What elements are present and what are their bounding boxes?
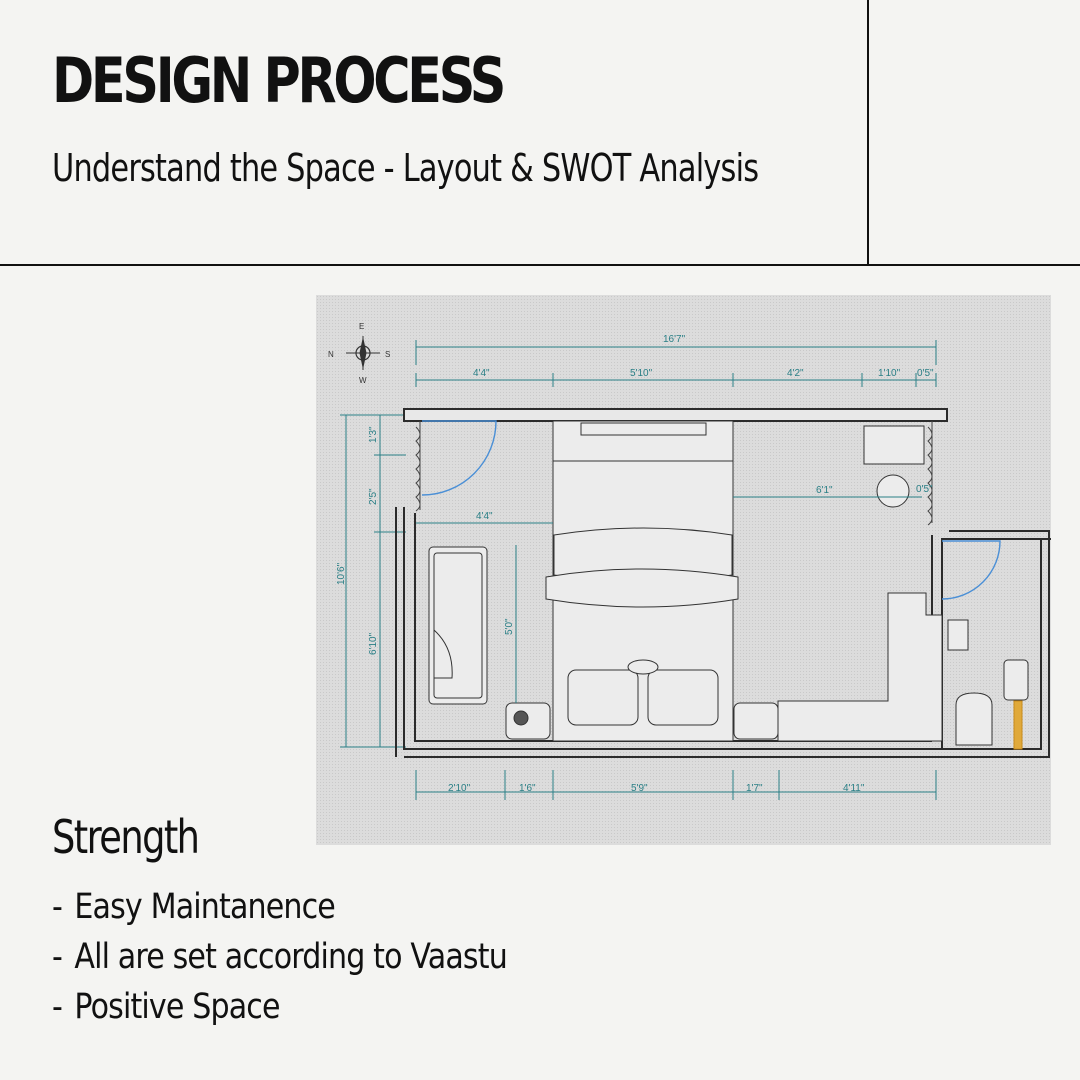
floor-plan: [316, 295, 1051, 845]
bullet-dash: -: [52, 887, 63, 927]
dim-bottom-1: 2'10": [448, 783, 471, 794]
dim-left-3: 6'10": [368, 632, 379, 655]
dim-top-2: 5'10": [630, 368, 653, 379]
dim-sofa-height: 5'0": [504, 618, 515, 635]
compass-icon: [328, 322, 390, 385]
sofa: [429, 547, 487, 704]
top-dimensions: [416, 334, 936, 387]
wardrobe: [778, 426, 942, 741]
dim-small-gap: 0'5": [916, 484, 933, 495]
dim-left-2: 2'5": [368, 488, 379, 505]
dim-bottom-5: 4'11": [843, 783, 865, 794]
header-divider: [0, 264, 1080, 266]
header-vertical-divider: [867, 0, 869, 265]
dim-bottom-4: 1'7": [746, 783, 763, 794]
bathroom-fixtures: [948, 620, 1028, 749]
bottom-dimensions: [416, 770, 936, 800]
dim-top-4: 1'10": [878, 368, 901, 379]
dim-top-1: 4'4": [473, 368, 490, 379]
dim-left-1: 1'3": [368, 426, 379, 443]
dim-top-5: 0'5": [917, 368, 934, 379]
list-item: [52, 932, 507, 982]
strength-list: [52, 882, 581, 1032]
dim-bed-wardrobe: 6'1": [816, 485, 833, 496]
compass-n: N: [328, 350, 334, 359]
list-item: [52, 882, 507, 932]
compass-s: S: [385, 350, 391, 359]
dim-bottom-3: 5'9": [631, 783, 648, 794]
dim-bed-offset: 4'4": [476, 511, 493, 522]
compass-e: E: [359, 322, 365, 331]
bed: [546, 421, 738, 741]
bullet-dash: -: [52, 937, 63, 977]
dim-bottom-2: 1'6": [519, 783, 536, 794]
compass-w: W: [359, 376, 367, 385]
dim-left-overall: 10'6": [336, 562, 347, 585]
list-item: [52, 982, 507, 1032]
dim-top-overall: 16'7": [663, 334, 686, 345]
floor-plan-drawing: [316, 295, 1051, 845]
page-subtitle: Understand the Space - Layout & SWOT Analysis: [52, 146, 759, 190]
bullet-dash: -: [52, 987, 63, 1027]
page-title: DESIGN PROCESS: [52, 44, 504, 117]
list-item-text: Easy Maintanence: [74, 887, 335, 927]
list-item-text: All are set according to Vaastu: [74, 937, 507, 977]
strength-heading: Strength: [52, 810, 199, 864]
dim-top-3: 4'2": [787, 368, 804, 379]
list-item-text: Positive Space: [74, 987, 280, 1027]
